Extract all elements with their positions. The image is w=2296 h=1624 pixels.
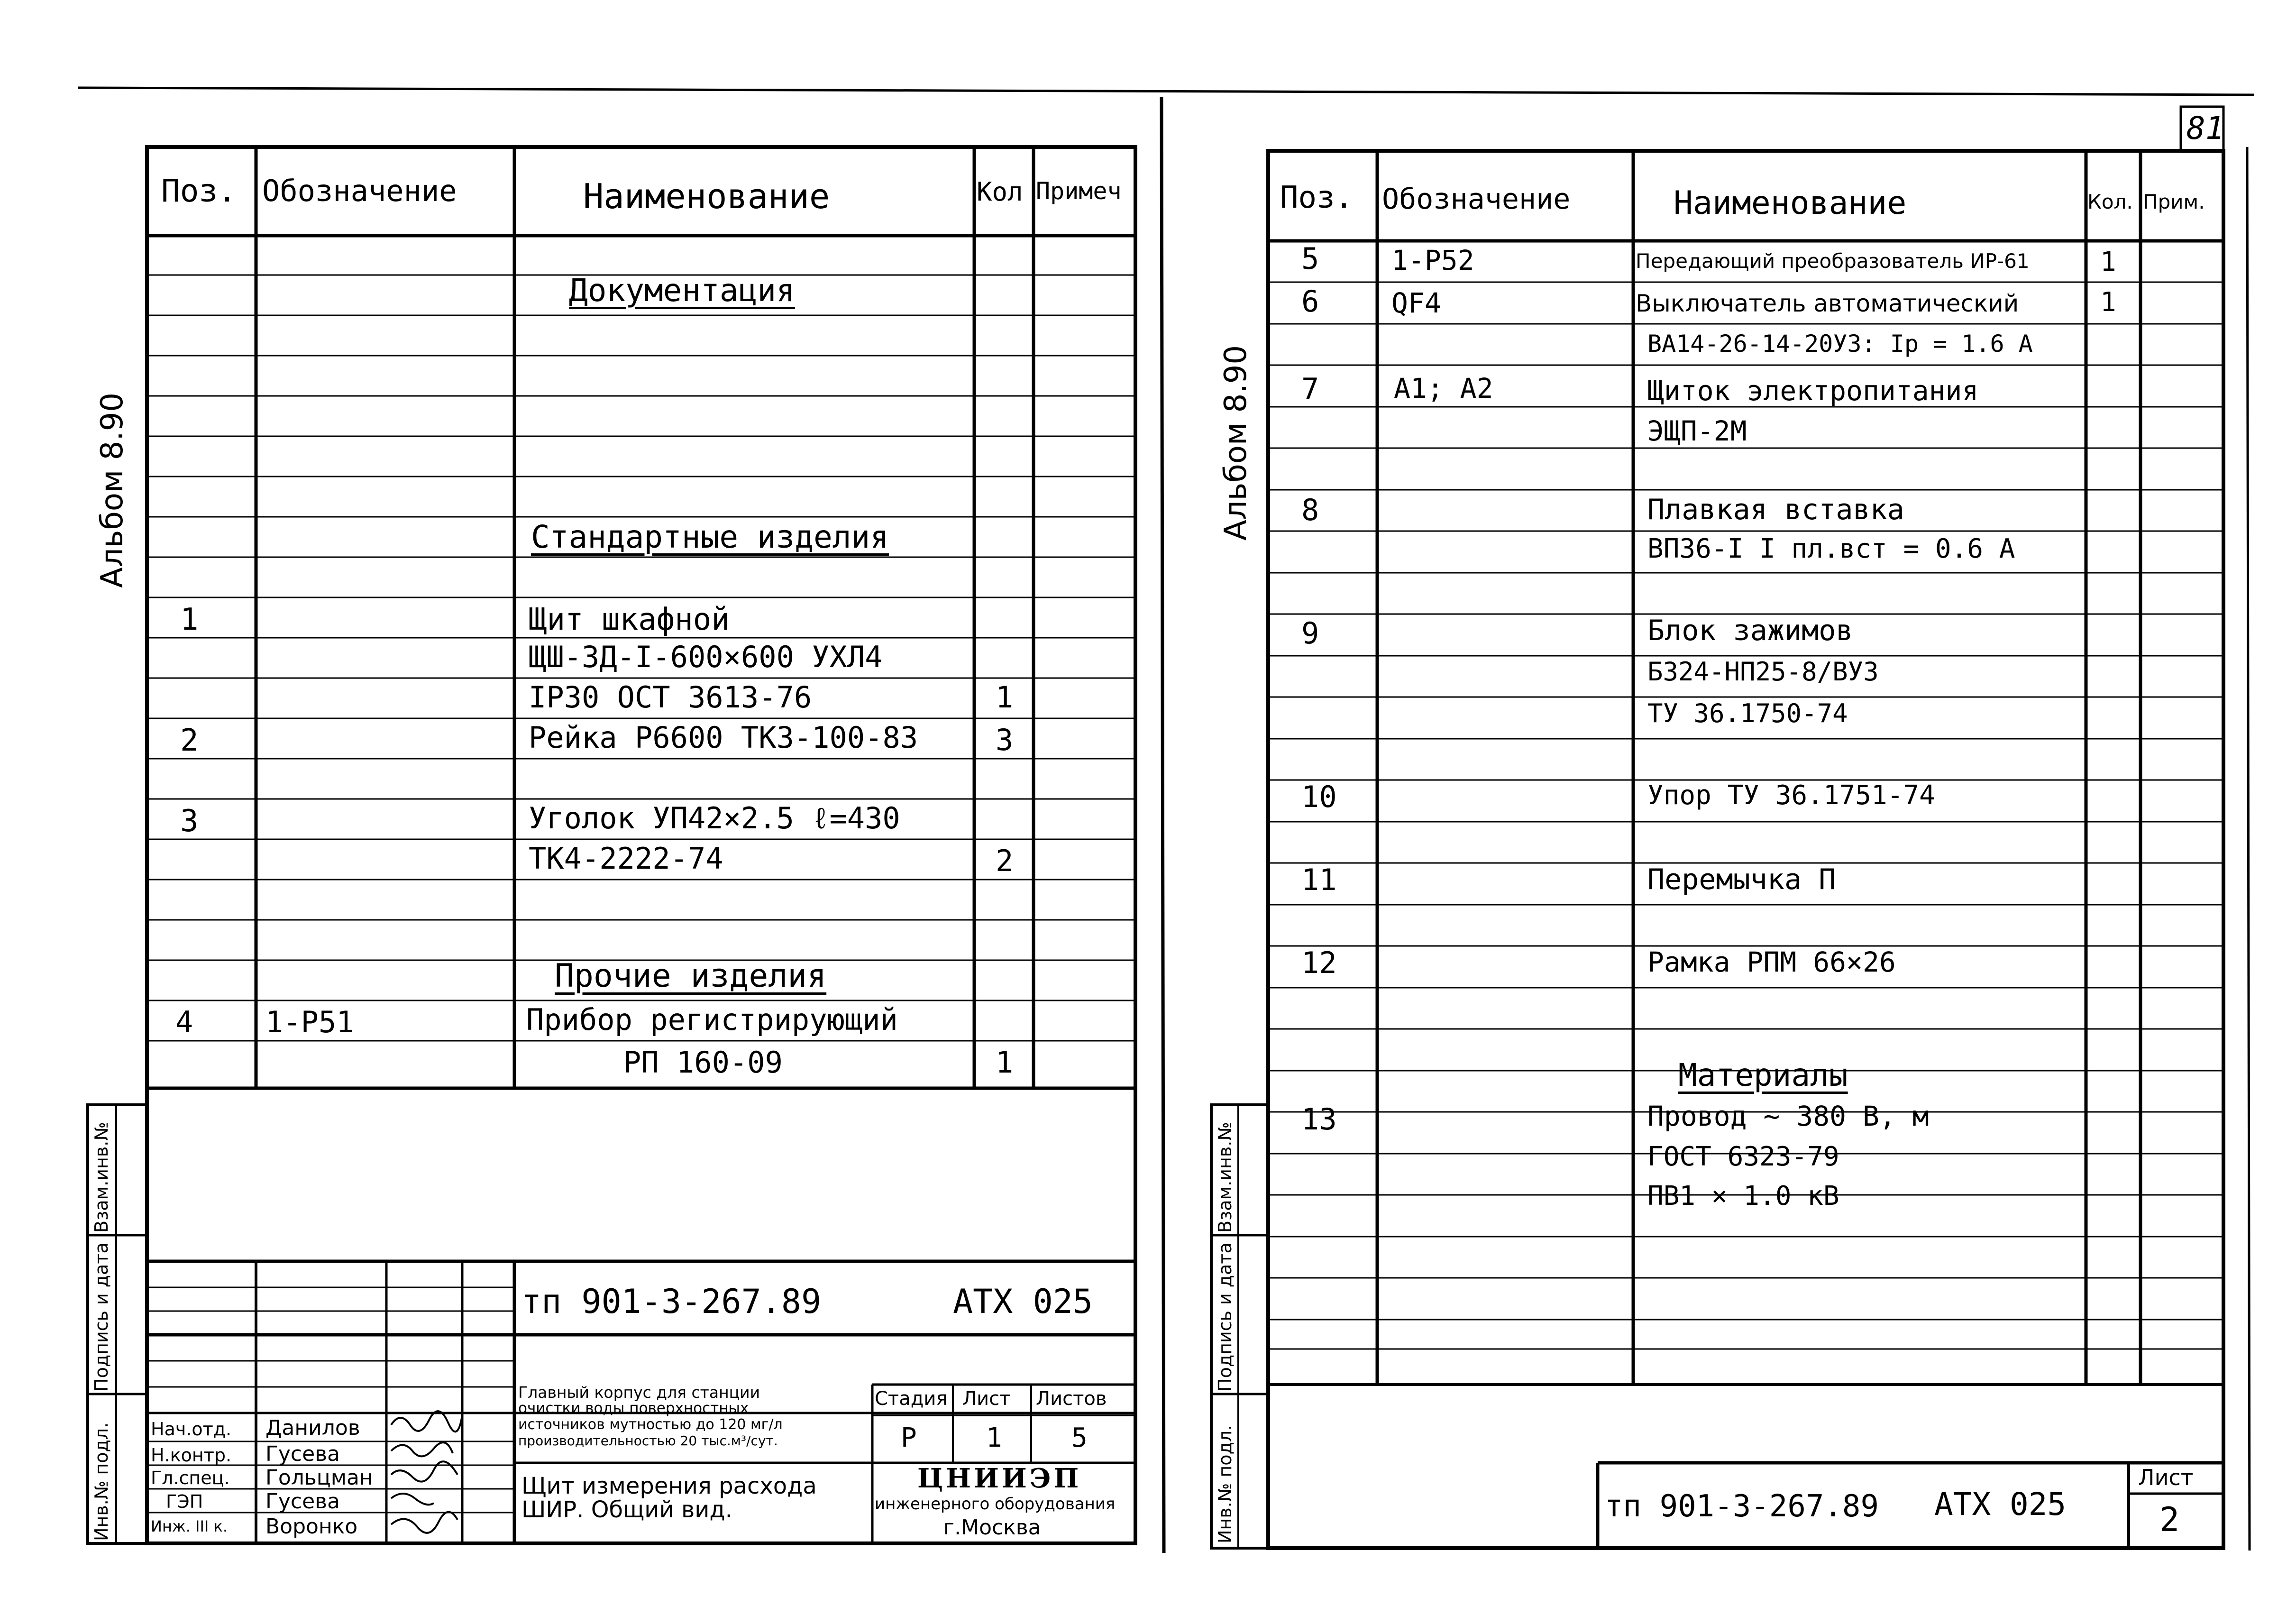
row-name: ЩШ-3Д-I-600×600 УХЛ4 [529,640,883,674]
sheet-title: ШИР. Общий вид. [521,1496,732,1523]
row-name: ПВ1 × 1.0 кВ [1647,1181,1839,1211]
header-pos: Поз. [1280,180,1354,215]
org-name: инженерного оборудования [875,1495,1116,1514]
sheets-label: Листов [1036,1388,1107,1410]
row-qty: 2 [996,844,1014,878]
sheet-label: Лист [962,1388,1011,1410]
row-qty: 1 [2100,247,2116,277]
project-name: производительностью 20 тыс.м³/сут. [518,1433,778,1449]
row-qty: 1 [2100,287,2116,318]
staff-role: Нач.отд. [151,1419,232,1440]
row-name: Блок зажимов [1647,614,1853,647]
album-label: Альбом 8.90 [1218,345,1253,541]
row-designation: QF4 [1391,287,1441,319]
row-pos: 9 [1301,616,1319,651]
doc-mark: АТХ 025 [1934,1486,2067,1523]
sheet-value: 1 [986,1422,1002,1453]
staff-name: Гусева [265,1489,340,1514]
staff-role: Инж. III к. [151,1517,228,1535]
staff-name: Гольцман [265,1466,373,1490]
row-pos: 10 [1301,780,1337,814]
row-name: Плавкая вставка [1647,493,1904,526]
row-name: Рейка Р6600 ТК3-100-83 [529,720,918,755]
row-pos: 1 [180,602,199,637]
row-name: Рамка РПМ 66×26 [1647,946,1896,978]
stage-label: Стадия [875,1388,948,1410]
project-name: очистки воды поверхностных [518,1400,749,1417]
row-qty: 3 [996,723,1014,757]
stamp-sign-date: Подпись и дата [91,1242,112,1392]
row-designation: 1-Р52 [1391,244,1474,276]
row-name: ТУ 36.1750-74 [1647,698,1848,728]
project-name: Главный корпус для станции [518,1383,760,1402]
header-name: Наименование [583,176,830,216]
doc-mark: АТХ 025 [953,1282,1093,1321]
row-name: ВП36-I I пл.вст = 0.6 А [1647,533,2015,564]
row-pos: 4 [175,1005,193,1039]
staff-name: Гусева [265,1442,340,1466]
header-note: Примеч [1036,177,1122,205]
project-name: источников мутностью до 120 мг/л [518,1416,783,1433]
stamp-sign-date: Подпись и дата [1215,1242,1235,1392]
row-pos: 7 [1301,372,1319,406]
staff-name: Воронко [265,1514,358,1539]
signatures [391,1411,462,1533]
row-name: Перемычка П [1647,863,1836,896]
staff-role: Гл.спец. [151,1468,230,1488]
header-qty: Кол. [2087,190,2133,213]
org-city: г.Москва [943,1515,1041,1540]
stamp-inv-orig: Инв.№ подл. [1215,1424,1235,1543]
row-name: ЭЩП-2М [1647,415,1747,447]
stage-value: Р [901,1422,917,1453]
sheets-value: 5 [1071,1422,1088,1453]
row-pos: 11 [1301,862,1337,897]
row-name: Упор ТУ 36.1751-74 [1647,780,1935,811]
page-number: 81 [2186,110,2224,147]
header-pos: Поз. [161,173,237,209]
row-name: ГОСТ 6323-79 [1647,1141,1839,1172]
row-designation: А1; А2 [1394,372,1493,404]
doc-code: тп 901-3-267.89 [1605,1489,1879,1524]
staff-name: Данилов [265,1416,360,1440]
row-name: Б324-НП25-8/ВУ3 [1647,657,1879,687]
row-pos: 6 [1301,284,1319,319]
header-designation: Обозначение [1382,183,1571,216]
row-name: Выключатель автоматический [1636,290,2019,317]
row-name: Щиток электропитания [1647,375,1979,407]
staff-role: Н.контр. [151,1445,232,1466]
sheet-label: Лист [2138,1465,2194,1490]
header-designation: Обозначение [262,174,457,208]
stamp-inv-orig: Инв.№ подл. [91,1422,112,1541]
row-qty: 1 [996,680,1014,715]
row-name: ВА14-26-14-20У3: Iр = 1.6 А [1647,330,2033,358]
row-pos: 5 [1301,241,1319,276]
row-designation: 1-Р51 [265,1005,354,1039]
staff-role: ГЭП [166,1491,203,1512]
row-pos: 3 [180,804,199,839]
sheet-value: 2 [2159,1500,2180,1539]
org-name: ЦНИИЭП [917,1463,1082,1494]
sheet-title: Щит измерения расхода [521,1473,817,1499]
row-name: Щит шкафной [529,602,730,637]
row-name: Прибор регистрирующий [526,1002,898,1037]
row-name: РП 160-09 [623,1045,783,1080]
section-standard-items: Стандартные изделия [531,519,889,555]
album-label: Альбом 8.90 [95,392,130,588]
stamp-inv-swap: Взам.инв.№ [1215,1122,1235,1233]
row-qty: 1 [996,1045,1014,1080]
doc-code: тп 901-3-267.89 [521,1282,822,1321]
header-qty: Кол [977,177,1023,207]
header-name: Наименование [1674,184,1907,222]
row-name: IP30 ОСТ 3613-76 [529,680,812,715]
row-pos: 8 [1301,493,1319,527]
section-documentation: Документация [569,272,795,309]
row-pos: 2 [180,723,199,758]
row-pos: 12 [1301,945,1337,980]
header-note: Прим. [2143,190,2205,213]
stamp-inv-swap: Взам.инв.№ [91,1122,112,1233]
section-materials: Материалы [1678,1057,1848,1093]
row-name: Уголок УП42×2.5 ℓ=430 [529,801,900,835]
row-name: Передающий преобразователь ИР-61 [1636,249,2030,273]
section-other-items: Прочие изделия [555,957,827,995]
row-pos: 13 [1301,1102,1337,1137]
row-name: ТК4-2222-74 [529,841,723,876]
row-name: Провод ~ 380 В, м [1647,1100,1929,1132]
